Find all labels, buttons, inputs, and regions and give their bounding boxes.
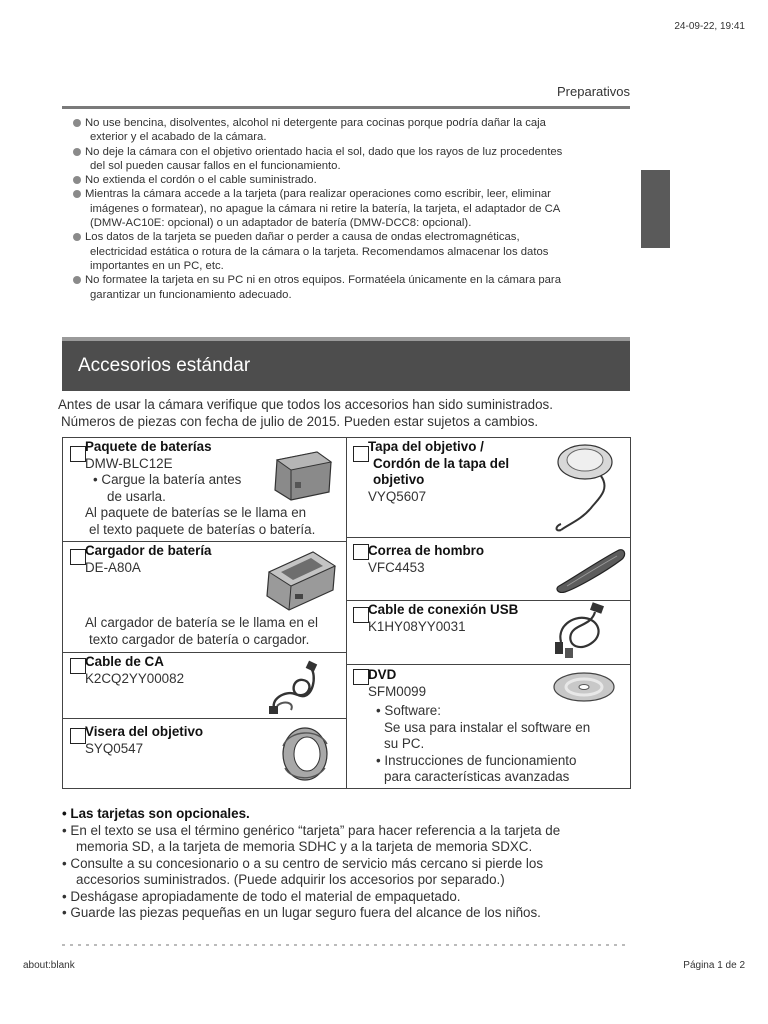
table-divider	[63, 718, 346, 719]
strap-image	[553, 544, 627, 594]
footer-notes	[62, 806, 662, 922]
battery-note-1: Al paquete de baterías se le llama en	[85, 505, 307, 520]
dvd-name: DVD	[368, 667, 397, 682]
precautions-list	[73, 116, 633, 302]
section-title: Preparativos	[557, 84, 630, 99]
intro-line-2: Números de piezas con fecha de julio de 2015. Pueden estar sujetos a cambios.	[61, 414, 539, 429]
lens-cap-code: VYQ5607	[368, 488, 427, 504]
dvd-sub-3: su PC.	[384, 736, 425, 751]
charger-note-2: texto cargador de batería o cargador.	[89, 631, 310, 647]
header-divider	[62, 106, 630, 109]
battery-note-2: el texto paquete de baterías o batería.	[89, 521, 316, 537]
precaution-line: exterior y el acabado de la cámara.	[90, 131, 267, 144]
usb-cell	[368, 602, 568, 635]
precaution-line: No formatee la tarjeta en su PC ni en otros equipos. Formatéela únicamente en la cámara para	[85, 274, 561, 287]
strap-checkbox[interactable]	[353, 544, 369, 560]
strap-code: VFC4453	[368, 559, 425, 575]
battery-pack-image	[269, 446, 335, 504]
charger-note	[85, 615, 345, 648]
table-divider	[346, 537, 631, 538]
precaution-line: importantes en un PC, etc.	[90, 259, 224, 272]
bullet-icon	[73, 233, 81, 241]
bullet-icon	[73, 276, 81, 284]
precaution-line: No deje la cámara con el objetivo orientado hacia el sol, dado que los rayos de luz procedentes	[85, 145, 563, 158]
precaution-item	[73, 273, 633, 302]
precaution-item	[73, 145, 633, 174]
precaution-line: del sol pueden causar fallos en el funcionamiento.	[90, 159, 341, 172]
dvd-sub-2: Se usa para instalar el software en	[384, 719, 591, 735]
charger-code: DE-A80A	[85, 559, 141, 575]
banner-title: Accesorios estándar	[78, 355, 251, 376]
battery-sub-2: de usarla.	[107, 488, 166, 504]
precaution-line: Mientras la cámara accede a la tarjeta (para realizar operaciones como escribir, leer, eliminar	[85, 188, 551, 201]
bullet-icon	[73, 119, 81, 127]
note-small-parts: • Guarde las piezas pequeñas en un lugar seguro fuera del alcance de los niños.	[62, 905, 541, 920]
section-banner	[62, 337, 630, 391]
precaution-item	[73, 230, 633, 273]
intro-text	[58, 396, 638, 430]
print-date: 24-09-22, 19:41	[674, 21, 745, 32]
table-divider	[63, 541, 346, 542]
lens-cap-image	[551, 442, 623, 536]
note-dealer-2: accesorios suministrados. (Puede adquirir los accesorios por separado.)	[76, 872, 505, 887]
precaution-item	[73, 116, 633, 145]
table-divider	[346, 600, 631, 601]
dvd-sub-4: • Instrucciones de funcionamiento	[376, 752, 577, 768]
accessories-table	[62, 437, 631, 789]
precaution-item	[73, 173, 633, 187]
charger-note-1: Al cargador de batería se le llama en el	[85, 615, 318, 630]
charger-image	[263, 544, 339, 614]
note-dealer-1: • Consulte a su concesionario o a su centro de servicio más cercano si pierde los	[62, 855, 544, 871]
table-divider	[346, 664, 631, 665]
precaution-line: No extienda el cordón o el cable suministrado.	[85, 174, 317, 187]
charger-checkbox[interactable]	[70, 549, 86, 565]
chapter-tab	[641, 170, 670, 248]
note-cards-optional: • Las tarjetas son opcionales.	[62, 806, 250, 821]
battery-code: DMW-BLC12E	[85, 455, 173, 471]
precaution-line: imágenes o formatear), no apague la cámara ni retire la batería, la tarjeta, el adaptador de CA	[90, 202, 561, 215]
precaution-line: electricidad estática o rotura de la cámara o la tarjeta. Recomendamos almacenar los datos	[90, 245, 549, 258]
lens-hood-image	[275, 724, 333, 784]
strap-cell	[368, 543, 568, 576]
table-divider-vertical	[346, 438, 347, 788]
precaution-line: Los datos de la tarjeta se pueden dañar o perder a causa de ondas electromagnéticas,	[85, 231, 520, 244]
bullet-icon	[73, 148, 81, 156]
strap-name: Correa de hombro	[368, 543, 485, 558]
lens-cap-checkbox[interactable]	[353, 446, 369, 462]
lens-cap-name-2: Cordón de la tapa del	[373, 455, 510, 471]
dvd-disc-image	[551, 670, 617, 704]
precaution-line: (DMW-AC10E: opcional) o un adaptador de batería (DMW-DCC8: opcional).	[90, 217, 472, 230]
dvd-checkbox[interactable]	[353, 669, 369, 685]
cut-off-text-line	[62, 943, 630, 947]
lens-hood-name: Visera del objetivo	[85, 724, 204, 739]
ac-cable-name: Cable de CA	[85, 654, 164, 669]
note-card-term-1: • En el texto se usa el término genérico “tarjeta” para hacer referencia a la tarjeta de	[62, 822, 561, 838]
dvd-sub-1: • Software:	[376, 703, 441, 718]
lens-cap-name-1: Tapa del objetivo /	[368, 439, 484, 454]
ac-cable-checkbox[interactable]	[70, 658, 86, 674]
lens-cap-cell	[368, 439, 568, 505]
lens-hood-code: SYQ0547	[85, 740, 144, 756]
page-number: Página 1 de 2	[683, 960, 745, 971]
usb-cable-image	[551, 602, 611, 660]
lens-hood-checkbox[interactable]	[70, 728, 86, 744]
usb-checkbox[interactable]	[353, 607, 369, 623]
bullet-icon	[73, 176, 81, 184]
usb-code: K1HY08YY0031	[368, 618, 466, 634]
usb-name: Cable de conexión USB	[368, 602, 519, 617]
note-card-term-2: memoria SD, a la tarjeta de memoria SDHC y a la tarjeta de memoria SDXC.	[76, 839, 533, 854]
lens-cap-name-3: objetivo	[373, 472, 425, 487]
battery-checkbox[interactable]	[70, 446, 86, 462]
dvd-code: SFM0099	[368, 683, 427, 699]
note-packaging: • Deshágase apropiadamente de todo el material de empaquetado.	[62, 888, 461, 904]
table-divider	[63, 652, 346, 653]
dvd-sub-5: para características avanzadas	[384, 769, 570, 784]
precaution-line: garantizar un funcionamiento adecuado.	[90, 288, 292, 301]
intro-line-1: Antes de usar la cámara verifique que todos los accesorios han sido suministrados.	[58, 397, 553, 412]
battery-name: Paquete de baterías	[85, 439, 212, 454]
battery-sub-1: • Cargue la batería antes	[93, 472, 242, 487]
precaution-line: No use bencina, disolventes, alcohol ni detergente para cocinas porque podría dañar la caja	[85, 117, 546, 129]
bullet-icon	[73, 190, 81, 198]
page-url: about:blank	[23, 960, 75, 971]
ac-cable-image	[265, 660, 325, 716]
ac-cable-code: K2CQ2YY00082	[85, 670, 185, 686]
charger-name: Cargador de batería	[85, 543, 212, 558]
precaution-item	[73, 187, 633, 230]
